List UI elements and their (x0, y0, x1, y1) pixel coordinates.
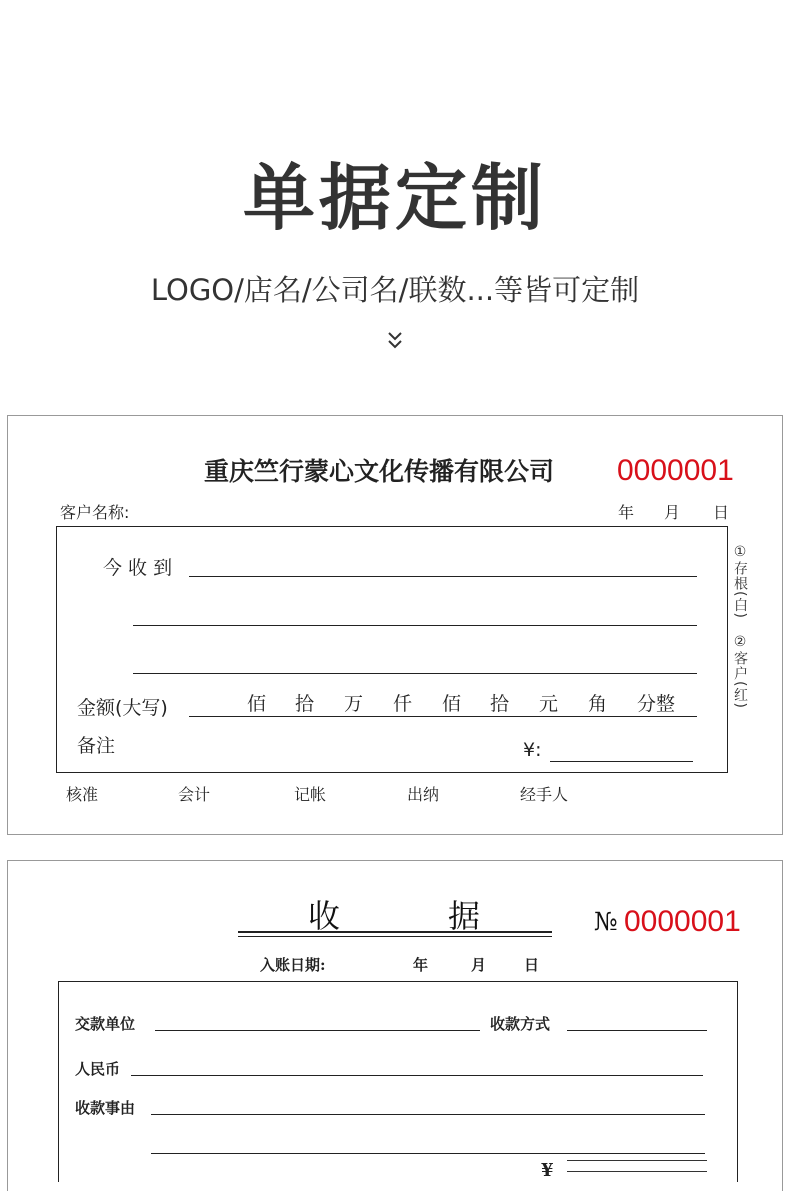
page-title: 单据定制 (242, 156, 547, 240)
amount-label: 金额(大写) (77, 697, 168, 719)
customer-name-label: 客户名称: (60, 503, 130, 522)
entry-date-month: 月 (471, 956, 487, 974)
unit-shi-1: 拾 (295, 693, 315, 715)
page-subtitle: LOGO/店名/公司名/联数...等皆可定制 (150, 273, 640, 307)
side-copy-stub: ①存根(白) (732, 544, 748, 619)
unit-fen-zheng: 分整 (637, 693, 676, 715)
receipt-sample-1 (7, 415, 783, 835)
receipt-body-box (56, 526, 728, 773)
number-prefix: № (594, 907, 618, 936)
receipt-title-right: 据 (448, 897, 481, 935)
unit-jiao: 角 (588, 693, 608, 715)
side-copy-customer: ②客户(红) (732, 634, 748, 709)
chevron-down-icon (383, 325, 407, 355)
amount-line (189, 716, 697, 717)
rmb-line (131, 1075, 703, 1076)
receipt-number-2: 0000001 (624, 905, 741, 938)
unit-yuan: 元 (539, 693, 559, 715)
payer-line (155, 1030, 480, 1031)
unit-wan: 万 (344, 693, 364, 715)
receipt-sample-2 (7, 860, 783, 1191)
blank-line-1 (133, 625, 697, 626)
title-double-underline (238, 931, 552, 937)
payment-method-label: 收款方式 (490, 1015, 551, 1033)
yen-multi-line (567, 1160, 707, 1172)
signer-approve: 核准 (66, 785, 99, 804)
unit-shi-2: 拾 (490, 693, 510, 715)
reason-label: 收款事由 (75, 1099, 136, 1117)
blank-line-2 (133, 673, 697, 674)
date-year: 年 (618, 503, 635, 522)
unit-bai-1: 佰 (247, 693, 267, 715)
signer-accountant: 会计 (178, 785, 211, 804)
receipt-number: 0000001 (617, 454, 734, 487)
payer-label: 交款单位 (75, 1015, 136, 1033)
yen-line (550, 761, 693, 762)
date-day: 日 (713, 503, 730, 522)
signer-cashier: 出纳 (407, 785, 440, 804)
entry-date-year: 年 (413, 956, 429, 974)
receipt2-body-box (58, 981, 738, 1182)
yen-label: ¥: (523, 739, 542, 761)
received-from-line (189, 576, 697, 577)
date-month: 月 (664, 503, 681, 522)
unit-qian: 仟 (393, 693, 413, 715)
rmb-label: 人民币 (75, 1060, 121, 1078)
received-from-label: 今 收 到 (103, 557, 173, 579)
company-name: 重庆竺行蒙心文化传播有限公司 (204, 457, 555, 486)
yen-label-2: ¥ (541, 1160, 554, 1181)
remark-label: 备注 (77, 735, 116, 757)
payment-method-line (567, 1030, 707, 1031)
entry-date-label: 入账日期: (260, 956, 326, 974)
entry-date-day: 日 (524, 956, 540, 974)
reason-line (151, 1114, 705, 1115)
receipt-title-left: 收 (308, 897, 341, 935)
unit-bai-2: 佰 (442, 693, 462, 715)
reason-line-2 (151, 1153, 705, 1154)
signer-handler: 经手人 (520, 785, 569, 804)
signer-bookkeeper: 记帐 (294, 785, 327, 804)
